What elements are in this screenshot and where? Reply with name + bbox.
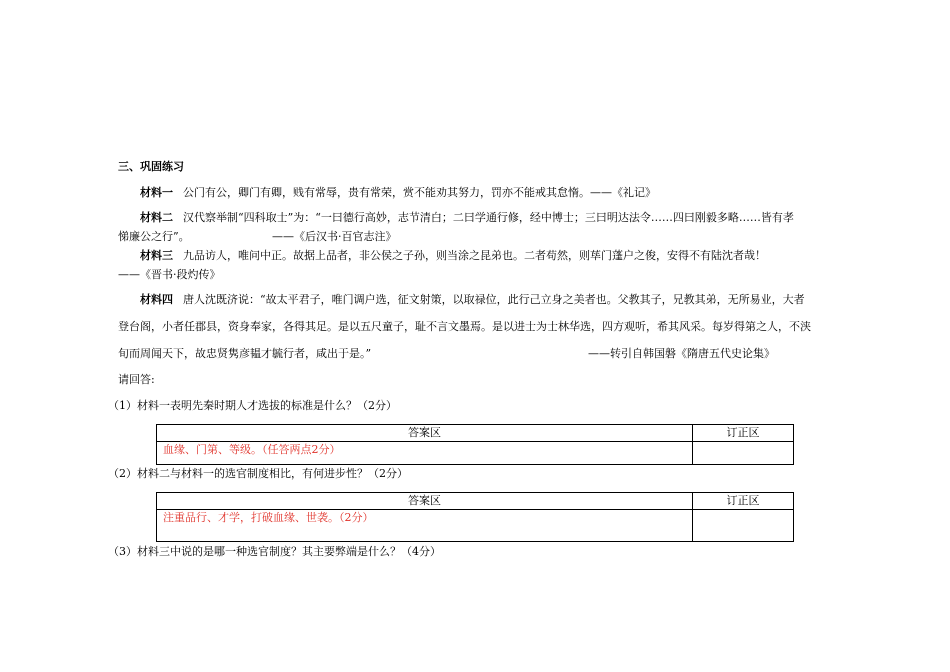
- answer-table-1: [156, 424, 794, 465]
- material-label: 材料三: [140, 249, 173, 262]
- material-3-source: ——《晋书·段灼传》: [118, 268, 221, 281]
- material-4-source: ——转引自韩国磐《隋唐五代史论集》: [588, 347, 775, 360]
- answer-header: 答案区: [157, 493, 693, 510]
- answer-header: 答案区: [157, 425, 693, 442]
- answer-cell[interactable]: 注重品行、才学，打破血缘、世袭。（2分）: [157, 510, 693, 542]
- material-label: 材料四: [140, 293, 173, 306]
- correction-cell[interactable]: [693, 510, 794, 542]
- question-1: （1）材料一表明先秦时期人才选拔的标准是什么？（2分）: [108, 399, 397, 412]
- question-3: （3）材料三中说的是哪一种选官制度？其主要弊端是什么？（4分）: [108, 545, 441, 558]
- material-4-cont: 旬而周闻天下，故忠贤隽彦韫才毓行者，咸出于是。”: [118, 347, 372, 360]
- section-title: 三、巩固练习: [118, 160, 184, 173]
- material-text: 唐人沈既济说：“故太平君子，唯门调户选，征文射策，以取禄位，此行己立身之美者也。父教其子，兄教其弟，无所易业，大者: [183, 293, 805, 306]
- question-2: （2）材料二与材料一的选官制度相比，有何进步性？（2分）: [108, 467, 408, 480]
- material-label: 材料二: [140, 211, 173, 224]
- material-1: [118, 185, 860, 201]
- material-text: 汉代察举制“四科取士”为：“一曰德行高妙，志节清白；二曰学通行修，经中博士；三曰明达法令……四曰刚毅多略……皆有孝: [183, 211, 794, 224]
- answer-table-2: [156, 492, 794, 542]
- material-2-cont: 悌廉公之行”。: [118, 230, 190, 243]
- material-text: 九品访人，唯问中正。故据上品者，非公侯之子孙，则当涂之昆弟也。二者苟然，则荜门蓬户之俊，安得不有陆沈者哉！: [183, 249, 766, 262]
- answer-prompt: 请回答:: [118, 373, 155, 386]
- material-4-cont: 登台阁，小者任郡县，资身奉家，各得其足。是以五尺童子，耻不言文墨焉。是以进士为士林华选，四方观听，希其风采。每岁得第之人，不浃: [118, 320, 811, 333]
- material-4: [118, 292, 860, 308]
- correction-cell[interactable]: [693, 442, 794, 465]
- material-2-source: ——《后汉书·百官志注》: [272, 230, 397, 243]
- correction-header: 订正区: [693, 425, 794, 442]
- material-3: [118, 248, 860, 264]
- material-label: 材料一: [140, 186, 173, 199]
- material-text: 公门有公，卿门有卿，贱有常辱，贵有常荣，赏不能劝其努力，罚亦不能戒其怠惰。——《礼记》: [183, 186, 656, 199]
- answer-cell[interactable]: 血缘、门第、等级。（任答两点2分）: [157, 442, 693, 465]
- correction-header: 订正区: [693, 493, 794, 510]
- material-2: [118, 210, 860, 226]
